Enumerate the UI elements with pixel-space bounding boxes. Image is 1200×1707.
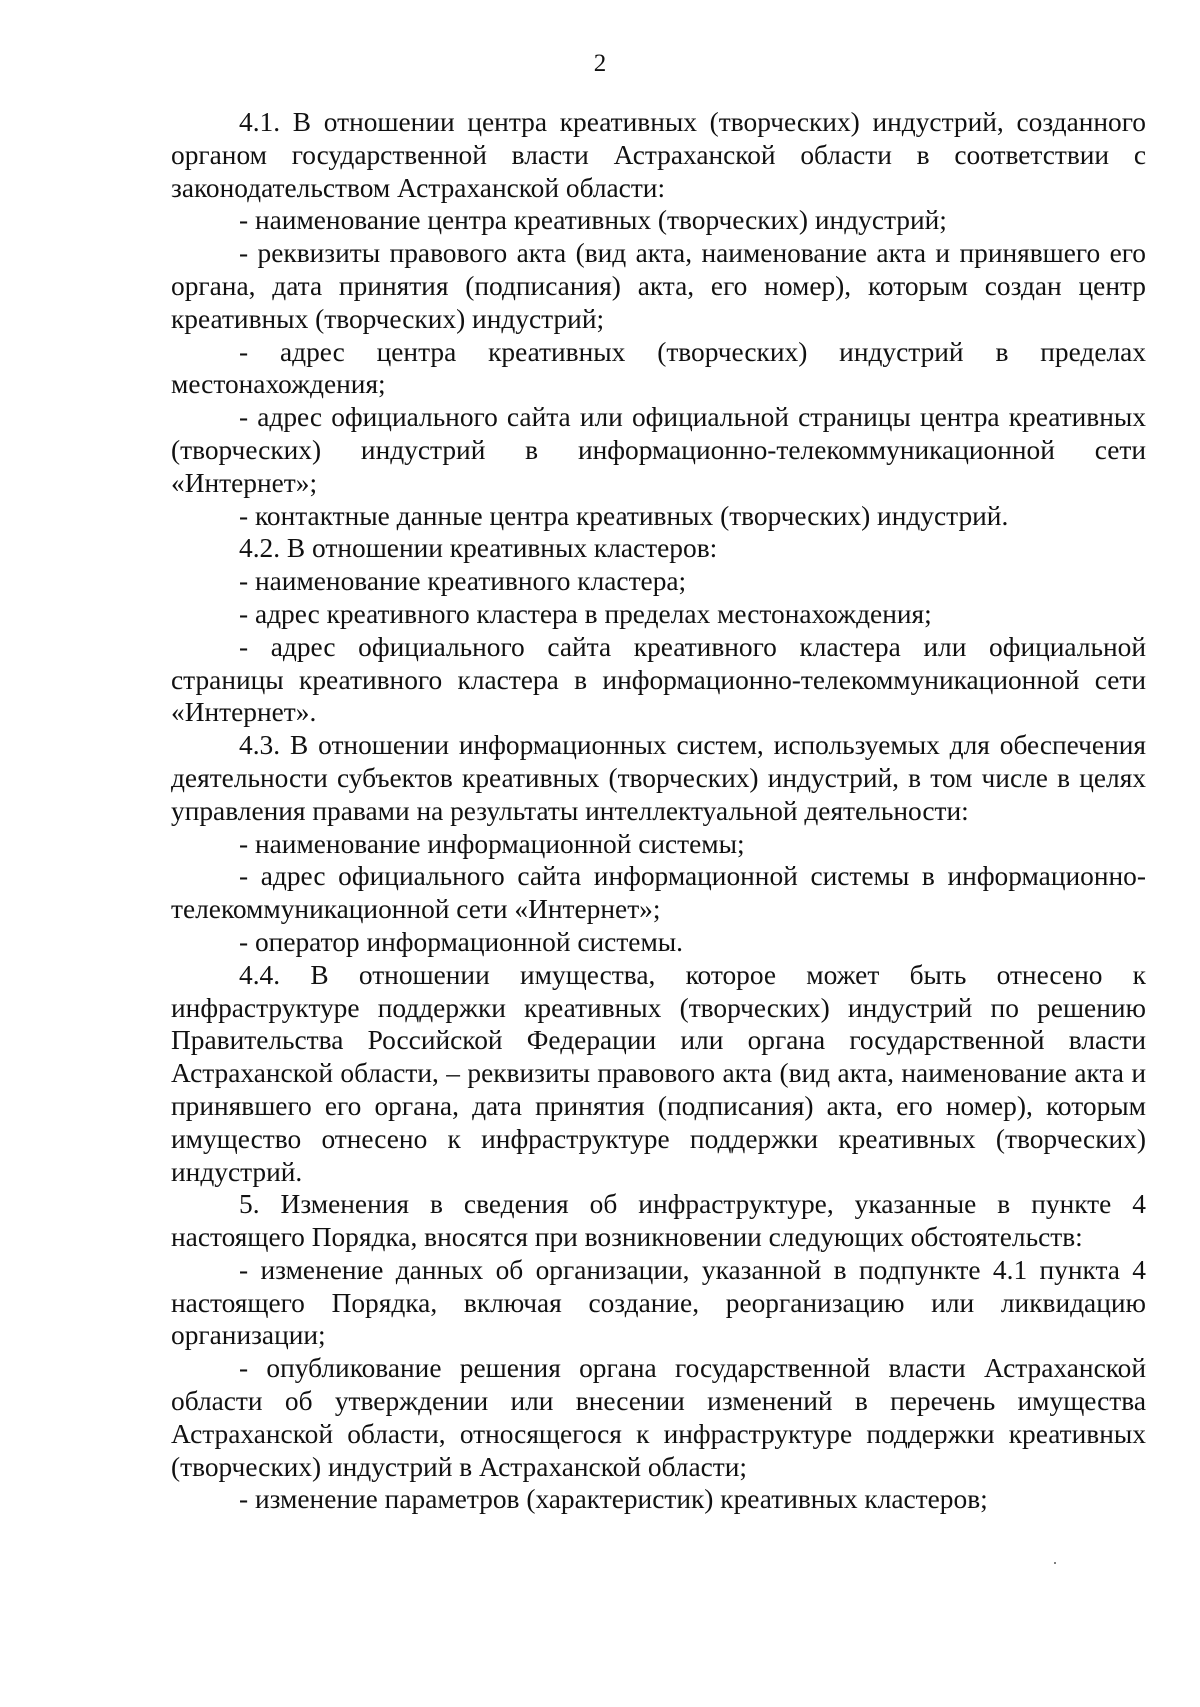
document-body — [171, 106, 1146, 1516]
list-item: - оператор информационной системы. — [239, 926, 684, 957]
paragraph-5: 5. Изменения в сведения об инфраструктуре, указанные в пункте 4 настоящего Порядка, вносятся при возникновении следующих обстоятельств: — [171, 1189, 1146, 1253]
list-item: - наименование информационной системы; — [239, 828, 745, 859]
paragraph-4-3: 4.3. В отношении информационных систем, используемых для обеспечения деятельности субъектов креативных (творческих) индустрий, в том числе в целях управления правами на результаты интеллектуальной деятельности: — [171, 730, 1146, 826]
list-item: - адрес центра креативных (творческих) индустрий в пределах местонахождения; — [171, 336, 1146, 400]
paragraph-4-4: 4.4. В отношении имущества, которое может быть отнесено к инфраструктуре поддержки креативных (творческих) индустрий по решению Правительства Российской Федерации или органа государственной власти Астраханской области, – реквизиты правового акта (вид акта, наименование акта и принявшего его органа, дата принятия (подписания) акта, его номер), которым имущество отнесено к инфраструктуре поддержки креативных (творческих) индустрий. — [171, 959, 1146, 1187]
list-item: - адрес креативного кластера в пределах местонахождения; — [239, 598, 932, 629]
list-item: - контактные данные центра креативных (творческих) индустрий. — [239, 500, 1009, 531]
scan-artifact-dot — [1054, 1562, 1056, 1564]
list-item: - наименование центра креативных (творческих) индустрий; — [239, 205, 947, 236]
list-item: - адрес официального сайта креативного кластера или официальной страницы креативного кластера в информационно-телекоммуникационной сети «Интернет». — [171, 631, 1146, 728]
paragraph-4-2: 4.2. В отношении креативных кластеров: — [239, 533, 718, 564]
list-item: - опубликование решения органа государственной власти Астраханской области об утверждении или внесении изменений в перечень имущества Астраханской области, относящегося к инфраструктуре поддержки креативных (творческих) индустрий в Астраханской области; — [171, 1353, 1146, 1482]
list-item: - изменение параметров (характеристик) креативных кластеров; — [239, 1484, 988, 1515]
list-item: - наименование креативного кластера; — [239, 566, 687, 597]
list-item: - адрес официального сайта или официальной страницы центра креативных (творческих) индустрий в информационно-телекоммуникационной сети «Интернет»; — [171, 402, 1146, 498]
list-item: - изменение данных об организации, указанной в подпункте 4.1 пункта 4 настоящего Порядка, включая создание, реорганизацию или ликвидацию организации; — [171, 1254, 1146, 1351]
list-item: - адрес официального сайта информационной системы в информационно-телекоммуникационной сети «Интернет»; — [171, 861, 1146, 925]
list-item: - реквизиты правового акта (вид акта, наименование акта и принявшего его органа, дата принятия (подписания) акта, его номер), которым создан центр креативных (творческих) индустрий; — [171, 238, 1146, 334]
page-number: 2 — [593, 50, 607, 77]
paragraph-4-1: 4.1. В отношении центра креативных (творческих) индустрий, созданного органом государственной власти Астраханской области в соответствии с законодательством Астраханской области: — [171, 107, 1146, 203]
